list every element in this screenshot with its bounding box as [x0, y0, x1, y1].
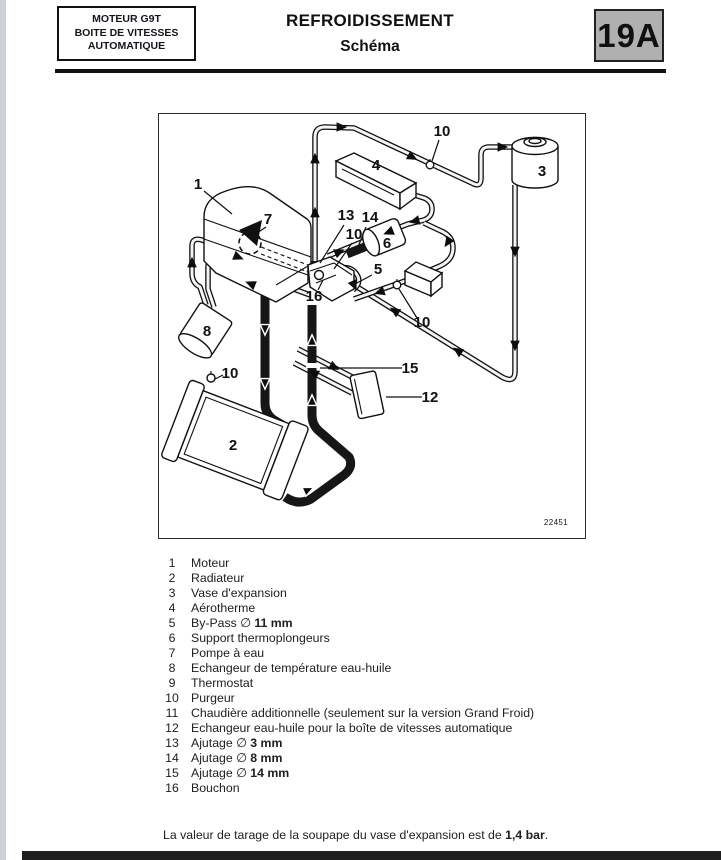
legend-item-label: Purgeur [191, 691, 235, 705]
legend-item-label: Bouchon [191, 781, 240, 795]
legend-item [163, 676, 653, 691]
legend-item-number: 3 [168, 586, 176, 600]
legend-item [163, 616, 653, 631]
legend-item-label: By-Pass ∅ 11 mm [191, 616, 293, 630]
diagram-callout-10: 10 [413, 314, 431, 331]
diagram-callout-6: 6 [382, 235, 392, 252]
diagram-callout-3: 3 [537, 163, 547, 180]
legend-item-number: 10 [165, 691, 179, 705]
diagram-callout-5: 5 [373, 261, 383, 278]
legend-item-label: Vase d'expansion [191, 586, 287, 600]
diagram-callout-10: 10 [221, 365, 239, 382]
legend-item-label: Thermostat [191, 676, 254, 690]
footer-value: 1,4 bar [505, 828, 545, 842]
diagram-callout-4: 4 [371, 157, 381, 174]
footer-text: La valeur de tarage de la soupape du vase d'expansion est de [163, 828, 506, 842]
legend-item-label: Echangeur eau-huile pour la boîte de vitesses automatique [191, 721, 513, 735]
page-subtitle: Schéma [340, 38, 400, 55]
diagram-callout-16: 16 [305, 288, 323, 305]
diagram-callout-10: 10 [345, 226, 363, 243]
legend-item-number: 4 [168, 601, 176, 615]
page-title: REFROIDISSEMENT [286, 11, 454, 30]
legend-item-label: Support thermoplongeurs [191, 631, 330, 645]
legend-item-label: Radiateur [191, 571, 245, 585]
engine-spec-badge [57, 6, 196, 61]
legend-item-label: Ajutage ∅ 8 mm [191, 751, 283, 765]
diagram-callout-10: 10 [433, 123, 451, 140]
page-bottom-bar [22, 851, 721, 860]
expansion-tank-shape [512, 138, 558, 188]
legend-item [163, 691, 653, 706]
legend-item [163, 781, 653, 796]
legend-item-label: Ajutage ∅ 14 mm [191, 766, 290, 780]
legend-list [163, 556, 653, 796]
legend-item-label: Chaudière additionnelle (seulement sur la version Grand Froid) [191, 706, 535, 720]
diagram-callout-2: 2 [228, 437, 238, 454]
legend-item [163, 766, 653, 781]
diagram-callout-12: 12 [421, 389, 439, 406]
legend-item-label: Aérotherme [191, 601, 256, 615]
legend-item-number: 15 [165, 766, 179, 780]
legend-item [163, 571, 653, 586]
legend-item [163, 751, 653, 766]
legend-item [163, 586, 653, 601]
diagram-callout-8: 8 [202, 323, 212, 340]
legend-item-number: 16 [165, 781, 179, 795]
section-code-box [594, 9, 664, 62]
legend-item [163, 556, 653, 571]
scan-edge-strip [0, 0, 6, 860]
bouchon-fitting [315, 271, 324, 280]
legend-item [163, 631, 653, 646]
legend-item-number: 14 [165, 751, 179, 765]
ajutage-14mm-notch [306, 363, 318, 368]
legend-item [163, 721, 653, 736]
header-rule [55, 69, 666, 73]
legend-item-label: Moteur [191, 556, 230, 570]
footer-note [163, 828, 548, 842]
legend-item-number: 2 [168, 571, 176, 585]
badge-line-2: BOITE DE VITESSES [74, 26, 179, 39]
legend-item-number: 7 [168, 646, 176, 660]
legend-item-number: 11 [165, 706, 179, 720]
diagram-callout-15: 15 [401, 360, 419, 377]
legend-item-number: 13 [165, 736, 179, 750]
legend-item-label: Echangeur de température eau-huile [191, 661, 392, 675]
legend-item-number: 12 [165, 721, 179, 735]
diagram-callout-1: 1 [193, 176, 203, 193]
legend-item-number: 8 [168, 661, 176, 675]
legend-item-label: Ajutage ∅ 3 mm [191, 736, 283, 750]
badge-line-3: AUTOMATIQUE [87, 40, 166, 53]
figure-number: 22451 [543, 518, 569, 527]
legend-item [163, 646, 653, 661]
diagram-callout-7: 7 [263, 211, 273, 228]
badge-line-1: MOTEUR G9T [92, 13, 161, 26]
diagram-callout-14: 14 [361, 209, 379, 226]
legend-item-number: 6 [168, 631, 176, 645]
footer-period: . [544, 828, 549, 842]
legend-item-number: 1 [168, 556, 176, 570]
legend-item-label: Pompe à eau [191, 646, 265, 660]
legend-item [163, 601, 653, 616]
legend-item [163, 661, 653, 676]
page-title-block [190, 11, 550, 56]
legend-item-number: 5 [168, 616, 176, 630]
cooling-circuit-diagram [158, 113, 586, 539]
legend-item [163, 736, 653, 751]
diagram-callout-13: 13 [337, 207, 355, 224]
legend-item [163, 706, 653, 721]
legend-item-number: 9 [168, 676, 176, 690]
section-code: 19A [597, 16, 661, 54]
